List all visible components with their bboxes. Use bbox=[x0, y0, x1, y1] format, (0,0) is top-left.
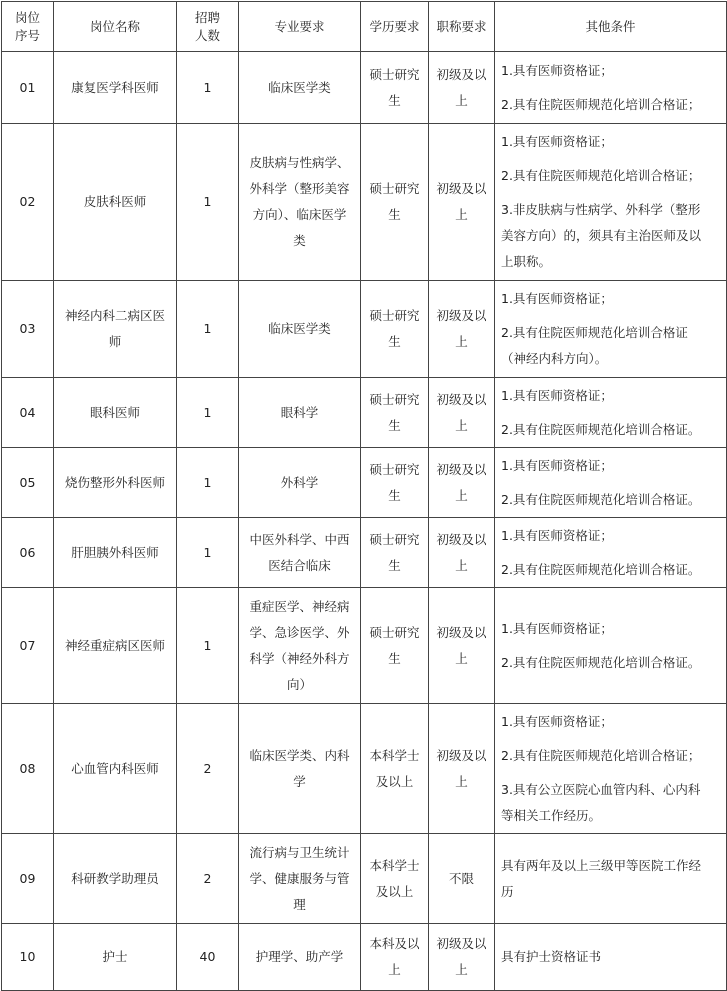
cell-name-line: 神经重症病区医师 bbox=[64, 637, 165, 653]
table-row bbox=[2, 448, 727, 518]
cell-edu-line: 及以上 bbox=[375, 773, 414, 789]
cell-name bbox=[54, 834, 177, 924]
cell-major-line: 外科学 bbox=[280, 474, 319, 490]
cell-edu-line: 硕士研究 bbox=[369, 624, 420, 640]
cell-title-line: 上 bbox=[455, 962, 468, 977]
cell-edu-line: 生 bbox=[388, 207, 401, 222]
cell-title-line: 上 bbox=[455, 773, 468, 789]
item-gap bbox=[501, 549, 722, 557]
item-gap bbox=[501, 84, 722, 92]
table-row bbox=[2, 588, 727, 704]
cell-name-line: 眼科医师 bbox=[89, 404, 140, 420]
cell-count: 1 bbox=[177, 281, 239, 378]
cell-edu-line: 硕士研究 bbox=[369, 308, 420, 323]
cell-other bbox=[495, 834, 727, 924]
cell-other bbox=[495, 924, 727, 991]
cell-title-line: 初级及以 bbox=[436, 531, 487, 547]
cell-edu-line: 硕士研究 bbox=[369, 531, 420, 547]
cell-edu bbox=[361, 281, 429, 378]
cell-major bbox=[239, 924, 361, 991]
cell-title bbox=[429, 52, 495, 124]
header-seq-line: 序号 bbox=[14, 27, 40, 43]
cell-count: 1 bbox=[177, 518, 239, 588]
cell-edu-line: 生 bbox=[388, 487, 401, 503]
cell-count: 1 bbox=[177, 378, 239, 448]
cell-title-line: 初级及以 bbox=[436, 66, 487, 82]
cell-edu bbox=[361, 924, 429, 991]
cell-major-line: 方向）、临床医学 bbox=[252, 207, 347, 222]
cell-edu bbox=[361, 518, 429, 588]
cell-title-line: 初级及以 bbox=[436, 308, 487, 323]
header-major: 专业要求 bbox=[239, 2, 361, 52]
item-gap bbox=[501, 735, 722, 743]
cell-title-line: 上 bbox=[455, 417, 468, 433]
cell-edu-line: 生 bbox=[388, 557, 401, 573]
cell-name-line: 康复医学科医师 bbox=[71, 79, 159, 95]
cell-title bbox=[429, 448, 495, 518]
table-row bbox=[2, 378, 727, 448]
cell-edu-line: 生 bbox=[388, 417, 401, 433]
item-gap bbox=[501, 189, 722, 197]
cell-major bbox=[239, 834, 361, 924]
item-gap bbox=[501, 642, 722, 650]
recruitment-table bbox=[1, 1, 727, 991]
cell-seq: 05 bbox=[2, 448, 54, 518]
cell-major-line: 学 bbox=[293, 773, 306, 789]
table-row bbox=[2, 834, 727, 924]
cell-name-line: 肝胆胰外科医师 bbox=[71, 544, 159, 560]
cell-other bbox=[495, 124, 727, 281]
cell-count: 1 bbox=[177, 52, 239, 124]
other-condition-line: 具有护士资格证书 bbox=[501, 949, 602, 964]
other-condition-line: 具有两年及以上三级甲等医院工作经 bbox=[501, 857, 702, 873]
cell-major-line: 向） bbox=[286, 676, 312, 692]
cell-title bbox=[429, 124, 495, 281]
cell-title-line: 初级及以 bbox=[436, 624, 487, 640]
header-count-line: 人数 bbox=[194, 27, 220, 43]
cell-edu-line: 生 bbox=[388, 92, 401, 108]
cell-seq: 10 bbox=[2, 924, 54, 991]
cell-name-line: 心血管内科医师 bbox=[71, 760, 159, 776]
cell-other bbox=[495, 518, 727, 588]
cell-major-line: 重症医学、神经病 bbox=[249, 598, 350, 614]
cell-title-line: 初级及以 bbox=[436, 747, 487, 763]
cell-seq: 01 bbox=[2, 52, 54, 124]
cell-seq: 07 bbox=[2, 588, 54, 704]
other-condition-line: 上职称。 bbox=[501, 254, 552, 269]
other-condition-line: （神经内科方向）。 bbox=[501, 351, 608, 366]
other-condition-line: 2.具有住院医师规范化培训合格证 bbox=[501, 325, 688, 340]
other-condition-line: 1.具有医师资格证； bbox=[501, 620, 613, 636]
cell-edu bbox=[361, 448, 429, 518]
table-row bbox=[2, 52, 727, 124]
cell-other bbox=[495, 448, 727, 518]
cell-title-line: 上 bbox=[455, 650, 468, 666]
cell-title bbox=[429, 924, 495, 991]
cell-count: 1 bbox=[177, 588, 239, 704]
header-other: 其他条件 bbox=[495, 2, 727, 52]
cell-seq: 08 bbox=[2, 704, 54, 834]
cell-title-line: 上 bbox=[455, 207, 468, 222]
cell-count: 2 bbox=[177, 704, 239, 834]
header-edu: 学历要求 bbox=[361, 2, 429, 52]
table-row bbox=[2, 281, 727, 378]
cell-name bbox=[54, 378, 177, 448]
cell-name-line: 神经内科二病区医 bbox=[64, 308, 165, 323]
item-gap bbox=[501, 409, 722, 417]
header-seq bbox=[2, 2, 54, 52]
cell-major bbox=[239, 704, 361, 834]
cell-other bbox=[495, 52, 727, 124]
cell-title-line: 初级及以 bbox=[436, 461, 487, 477]
cell-title-line: 上 bbox=[455, 557, 468, 573]
item-gap bbox=[501, 155, 722, 163]
cell-name bbox=[54, 588, 177, 704]
cell-edu-line: 硕士研究 bbox=[369, 461, 420, 477]
cell-title bbox=[429, 834, 495, 924]
cell-name bbox=[54, 518, 177, 588]
cell-major bbox=[239, 378, 361, 448]
cell-major-line: 科学（神经外科方 bbox=[249, 650, 350, 666]
cell-major-line: 眼科学 bbox=[280, 404, 319, 420]
cell-edu-line: 生 bbox=[388, 334, 401, 349]
header-title: 职称要求 bbox=[429, 2, 495, 52]
cell-other bbox=[495, 378, 727, 448]
cell-major bbox=[239, 281, 361, 378]
cell-major-line: 皮肤病与性病学、 bbox=[249, 155, 350, 170]
other-condition-line: 等相关工作经历。 bbox=[501, 807, 602, 823]
item-gap bbox=[501, 312, 722, 320]
cell-major-line: 临床医学类 bbox=[268, 321, 331, 336]
other-condition-line: 1.具有医师资格证； bbox=[501, 457, 613, 473]
other-condition-line: 2.具有住院医师规范化培训合格证。 bbox=[501, 654, 701, 670]
cell-edu-line: 本科学士 bbox=[369, 857, 420, 873]
cell-title-line: 初级及以 bbox=[436, 936, 487, 951]
other-condition-line: 3.具有公立医院心血管内科、心内科 bbox=[501, 781, 701, 797]
other-condition-line: 1.具有医师资格证； bbox=[501, 387, 613, 403]
header-seq-line: 岗位 bbox=[14, 9, 40, 25]
cell-name bbox=[54, 924, 177, 991]
header-name: 岗位名称 bbox=[54, 2, 177, 52]
cell-name-line: 护士 bbox=[102, 949, 128, 964]
other-condition-line: 2.具有住院医师规范化培训合格证； bbox=[501, 96, 701, 112]
cell-major-line: 临床医学类、内科 bbox=[249, 747, 350, 763]
other-condition-line: 2.具有住院医师规范化培训合格证。 bbox=[501, 561, 701, 577]
cell-name bbox=[54, 124, 177, 281]
cell-seq: 04 bbox=[2, 378, 54, 448]
cell-title bbox=[429, 518, 495, 588]
cell-edu-line: 硕士研究 bbox=[369, 391, 420, 407]
cell-edu-line: 上 bbox=[388, 962, 401, 977]
cell-title-line: 上 bbox=[455, 334, 468, 349]
cell-title bbox=[429, 378, 495, 448]
cell-title bbox=[429, 281, 495, 378]
cell-edu-line: 本科及以 bbox=[369, 936, 420, 951]
cell-name-line: 师 bbox=[108, 334, 122, 349]
cell-other bbox=[495, 281, 727, 378]
cell-major-line: 学、健康服务与管 bbox=[249, 870, 350, 886]
other-condition-line: 1.具有医师资格证； bbox=[501, 527, 613, 543]
cell-edu-line: 生 bbox=[388, 650, 401, 666]
cell-edu bbox=[361, 52, 429, 124]
cell-seq: 03 bbox=[2, 281, 54, 378]
cell-count: 40 bbox=[177, 924, 239, 991]
other-condition-line: 2.具有住院医师规范化培训合格证。 bbox=[501, 491, 701, 507]
cell-major-line: 医结合临床 bbox=[268, 557, 331, 573]
cell-name-line: 皮肤科医师 bbox=[83, 194, 147, 209]
cell-name-line: 烧伤整形外科医师 bbox=[64, 474, 165, 490]
other-condition-line: 1.具有医师资格证； bbox=[501, 134, 613, 149]
cell-major-line: 中医外科学、中西 bbox=[249, 531, 350, 547]
cell-seq: 06 bbox=[2, 518, 54, 588]
cell-title-line: 不限 bbox=[448, 870, 474, 886]
cell-name-line: 科研教学助理员 bbox=[71, 870, 159, 886]
cell-edu-line: 本科学士 bbox=[369, 747, 420, 763]
cell-edu-line: 及以上 bbox=[375, 883, 414, 899]
other-condition-line: 美容方向）的，须具有主治医师及以 bbox=[501, 228, 702, 243]
cell-other bbox=[495, 704, 727, 834]
cell-major bbox=[239, 518, 361, 588]
header-count bbox=[177, 2, 239, 52]
cell-edu bbox=[361, 704, 429, 834]
table-row bbox=[2, 518, 727, 588]
cell-seq: 02 bbox=[2, 124, 54, 281]
cell-major-line: 学、急诊医学、外 bbox=[249, 624, 350, 640]
item-gap bbox=[501, 479, 722, 487]
other-condition-line: 历 bbox=[501, 883, 514, 899]
cell-title-line: 初级及以 bbox=[436, 181, 487, 196]
cell-major bbox=[239, 588, 361, 704]
table-row bbox=[2, 124, 727, 281]
cell-major bbox=[239, 448, 361, 518]
header-count-line: 招聘 bbox=[194, 9, 220, 25]
other-condition-line: 2.具有住院医师规范化培训合格证。 bbox=[501, 421, 701, 437]
cell-edu bbox=[361, 588, 429, 704]
cell-major-line: 外科学（整形美容 bbox=[249, 181, 350, 196]
cell-major bbox=[239, 52, 361, 124]
cell-major-line: 临床医学类 bbox=[268, 79, 331, 95]
other-condition-line: 2.具有住院医师规范化培训合格证； bbox=[501, 168, 701, 183]
cell-edu bbox=[361, 124, 429, 281]
cell-title-line: 上 bbox=[455, 487, 468, 503]
cell-edu-line: 硕士研究 bbox=[369, 66, 420, 82]
header-row bbox=[2, 2, 727, 52]
cell-title-line: 上 bbox=[455, 92, 468, 108]
other-condition-line: 2.具有住院医师规范化培训合格证； bbox=[501, 747, 701, 763]
other-condition-line: 3.非皮肤病与性病学、外科学（整形 bbox=[501, 202, 701, 217]
cell-major-line: 类 bbox=[293, 233, 306, 248]
cell-major-line: 护理学、助产学 bbox=[255, 949, 344, 964]
cell-seq: 09 bbox=[2, 834, 54, 924]
cell-name bbox=[54, 704, 177, 834]
table-row bbox=[2, 704, 727, 834]
cell-name bbox=[54, 448, 177, 518]
cell-edu bbox=[361, 834, 429, 924]
cell-major-line: 理 bbox=[293, 896, 306, 912]
cell-title bbox=[429, 704, 495, 834]
cell-name bbox=[54, 281, 177, 378]
cell-edu-line: 硕士研究 bbox=[369, 181, 420, 196]
cell-title bbox=[429, 588, 495, 704]
cell-name bbox=[54, 52, 177, 124]
other-condition-line: 1.具有医师资格证； bbox=[501, 291, 613, 306]
cell-title-line: 初级及以 bbox=[436, 391, 487, 407]
cell-count: 1 bbox=[177, 124, 239, 281]
cell-edu bbox=[361, 378, 429, 448]
other-condition-line: 1.具有医师资格证； bbox=[501, 62, 613, 78]
cell-count: 2 bbox=[177, 834, 239, 924]
cell-major bbox=[239, 124, 361, 281]
other-condition-line: 1.具有医师资格证； bbox=[501, 713, 613, 729]
table-row bbox=[2, 924, 727, 991]
cell-other bbox=[495, 588, 727, 704]
cell-count: 1 bbox=[177, 448, 239, 518]
item-gap bbox=[501, 769, 722, 777]
cell-major-line: 流行病与卫生统计 bbox=[249, 844, 350, 860]
table-body bbox=[2, 52, 727, 991]
